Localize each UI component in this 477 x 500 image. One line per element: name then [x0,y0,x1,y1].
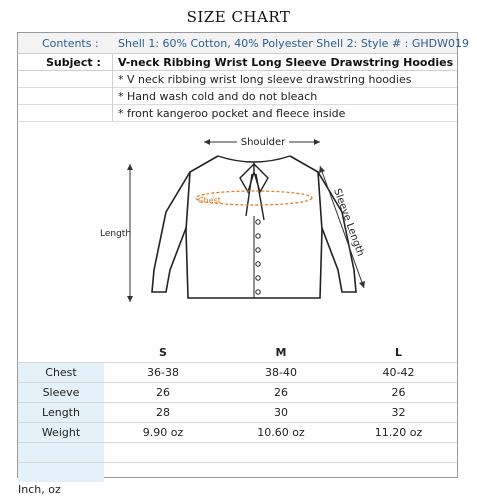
chart-title: SIZE CHART [186,8,291,26]
row-label-bg [18,443,104,462]
garment-diagram [18,120,457,342]
button-icon [256,262,260,266]
left-sleeve [152,172,190,292]
row-label: Chest [45,366,77,379]
arrow-icon [319,166,325,173]
contents-row [18,33,470,54]
subject-row [18,54,457,71]
arrow-icon [127,164,133,170]
table-cell: 40-42 [382,366,415,379]
detail-text: * Hand wash cold and do not bleach [118,90,318,103]
table-row [18,383,457,403]
button-icon [256,220,260,224]
button-icon [256,290,260,294]
table-cell: 11.20 oz [374,426,423,439]
table-header-cell: L [394,346,402,359]
detail-row [18,71,457,88]
table-row-empty [18,463,457,482]
button-icon [256,234,260,238]
table-header-cell: S [159,346,167,359]
arrow-icon [314,139,320,145]
table-cell: 32 [391,406,406,419]
table-cell: 38-40 [265,366,297,379]
sleeve-length-line [320,166,364,288]
table-cell: 9.90 oz [142,426,184,439]
row-label: Length [42,406,80,419]
shoulder-label: Shoulder [240,137,286,148]
table-cell: 26 [156,386,170,399]
table-cell: 26 [274,386,288,399]
detail-text: * V neck ribbing wrist long sleeve drawstring hoodies [118,73,412,86]
table-cell: 26 [391,386,406,399]
arrow-icon [204,139,210,145]
bow-ties [246,174,264,220]
table-row [18,403,457,423]
table-cell: 28 [156,406,170,419]
chest-label: Chest [198,196,221,205]
column-divider [112,54,113,121]
row-label: Sleeve [42,386,80,399]
arrow-icon [359,281,365,288]
table-cell: 10.60 oz [257,426,305,439]
button-icon [256,276,260,280]
table-cell: 36-38 [147,366,179,379]
table-header-row [18,343,457,363]
table-cell: 30 [274,406,288,419]
contents-label: Contents : [42,37,99,50]
subject-label: Subject : [46,56,101,69]
contents-value: Shell 1: 60% Cotton, 40% Polyester Shell 2: Style # : GHDW019 [118,37,470,50]
collar [218,156,290,162]
detail-text: * front kangeroo pocket and fleece inside [118,107,346,120]
row-label-bg [18,463,104,482]
row-label: Weight [41,426,81,439]
button-icon [256,248,260,252]
sleeve-length-label: Sleeve Length [331,187,366,258]
table-header-cell: M [275,346,287,359]
bow-icon [240,164,268,192]
blouse-illustration [18,120,457,342]
arrow-icon [127,296,133,302]
units-footnote: Inch, oz [18,483,61,496]
detail-row [18,88,457,105]
subject-value: V-neck Ribbing Wrist Long Sleeve Drawstring Hoodies [118,56,454,69]
length-label: Length [100,229,132,239]
table-row [18,423,457,443]
table-row [18,363,457,383]
table-row-empty [18,443,457,463]
